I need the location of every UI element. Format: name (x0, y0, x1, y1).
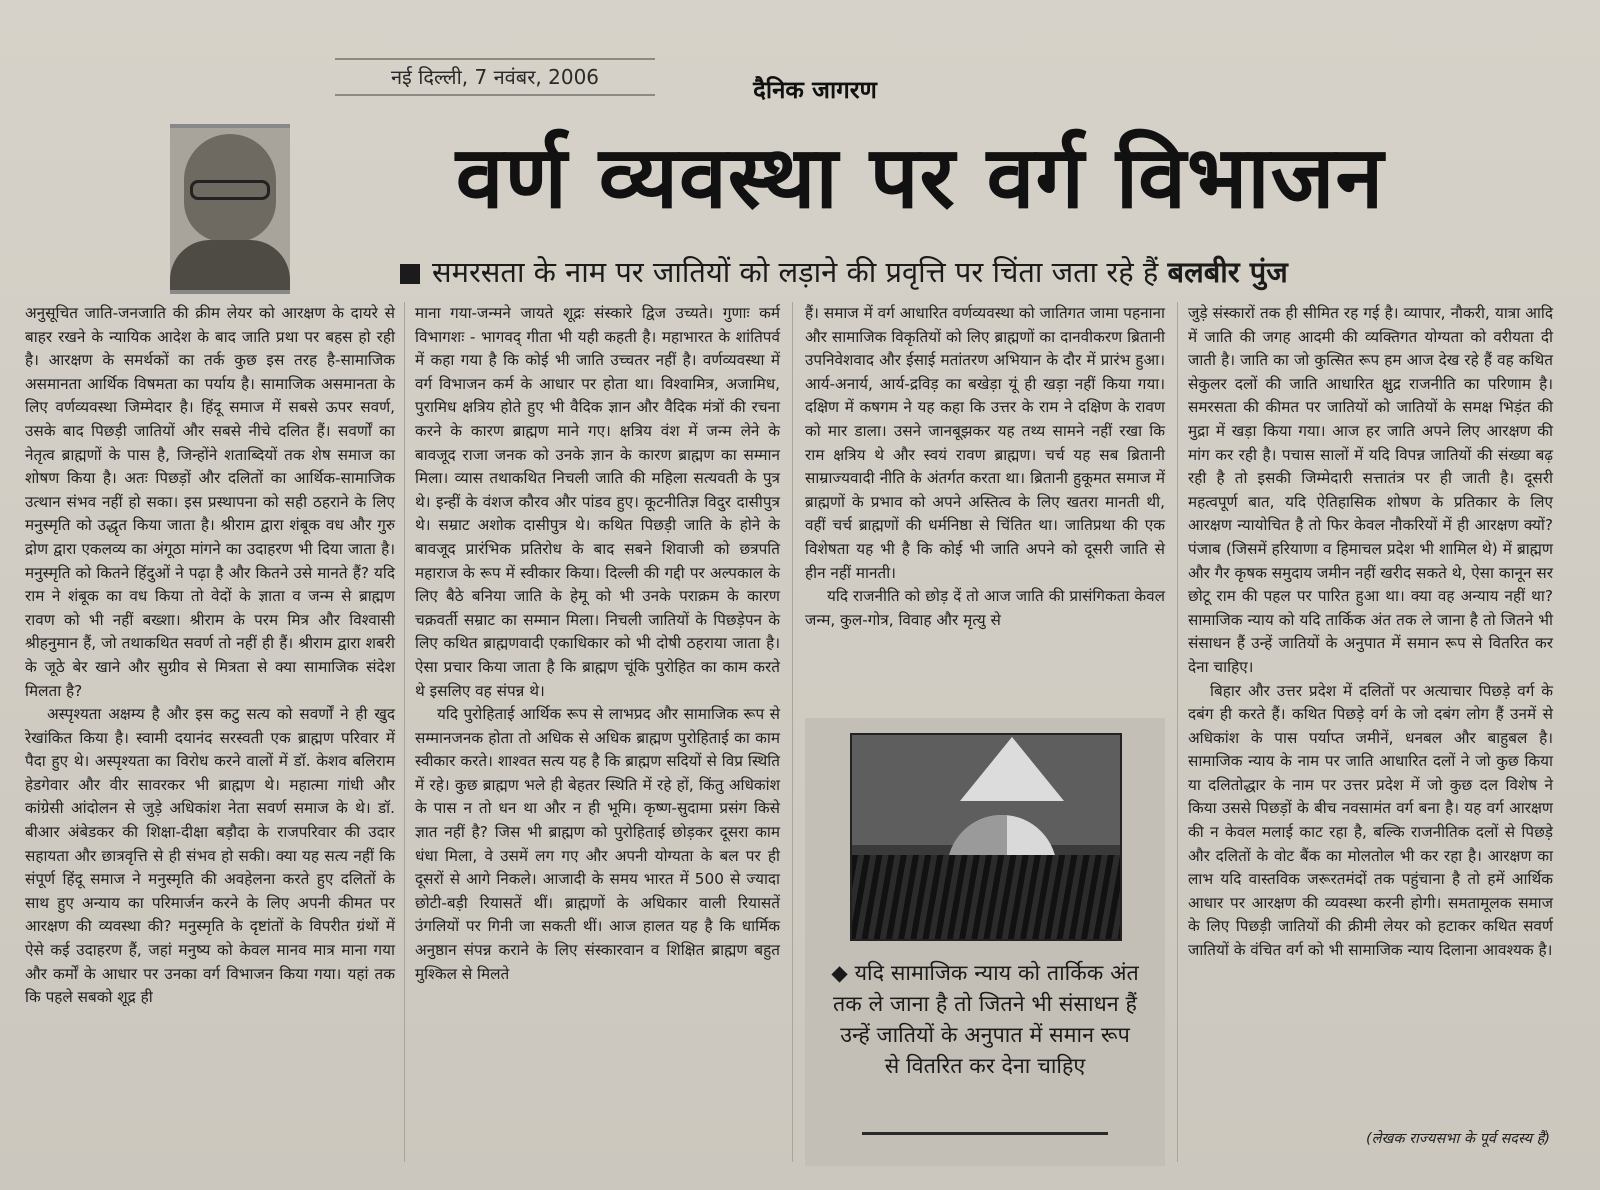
article-column-1 (25, 302, 395, 1162)
dateline: नई दिल्ली, 7 नवंबर, 2006 (335, 58, 655, 96)
paragraph: माना गया-जन्मने जायते शूद्रः संस्कारे द्विज उच्यते। गुणाः कर्म विभागशः - भागवद् गीता भी यही कहती है। महाभारत के शांतिपर्व में कहा गया है कि कोई भी जाति उच्चतर नहीं है। वर्णव्यवस्था में वर्ग विभाजन कर्म के आधार पर होता था। विश्वामित्र, अजामिध, पुरामिध क्षत्रिय होते हुए भी वैदिक ज्ञान और वैदिक मंत्रों की रचना करने के कारण ब्राह्मण माने गए। क्षत्रिय वंश में जन्म लेने के बावजूद राजा जनक को उनके ज्ञान के कारण ब्राह्मण का सम्मान मिला। व्यास तथाकथित निचली जाति की महिला सत्यवती के पुत्र थे। इन्हीं के वंशज कौरव और पांडव हुए। कूटनीतिज्ञ विदुर दासीपुत्र थे। सम्राट अशोक दासीपुत्र थे। कथित पिछड़ी जाति के होने के बावजूद प्रारंभिक प्रतिरोध के बाद सबने शिवाजी को छत्रपति महाराज के रूप में स्वीकार किया। दिल्ली की गद्दी पर अल्पकाल के लिए बैठे बनिया जाति के हेमू को भी उनके पराक्रम के कारण चक्रवर्ती सम्राट का सम्मान मिला। निचली जातियों के पिछड़ेपन के लिए कथित ब्राह्मणवादी एकाधिकार को भी दोषी ठहराया जाता है। ऐसा प्रचार किया जाता है कि ब्राह्मण चूंकि पुरोहित का काम करते थे इसलिए वह संपन्न थे। (415, 304, 780, 700)
author-name: बलबीर पुंज (1167, 255, 1288, 289)
illustration-triangle (960, 737, 1064, 801)
paragraph: जुड़े संस्कारों तक ही सीमित रह गई है। व्यापार, नौकरी, यात्रा आदि में जाति की जगह आदमी की व्यक्तिगत योग्यता को वरीयता दी जाती है। जाति का जो कुत्सित रूप हम आज देख रहे हैं वह कथित सेकुलर दलों की जाति आधारित क्षुद्र राजनीति का परिणाम है। समरसता की कीमत पर जातियों को जातियों के समक्ष भिड़ंत की मुद्रा में खड़ा किया गया। आज हर जाति अपने लिए आरक्षण की मांग कर रही है। पचास सालों में यदि विपन्न जातियों की संख्या बढ़ रही है तो इसकी जिम्मेदारी सत्तातंत्र पर ही जाती है। दूसरी महत्वपूर्ण बात, यदि ऐतिहासिक शोषण के प्रतिकार के लिए आरक्षण न्यायोचित है तो फिर केवल नौकरियों में ही आरक्षण क्यों? पंजाब (जिसमें हरियाणा व हिमाचल प्रदेश भी शामिल थे) में ब्राह्मण और गैर कृषक समुदाय जमीन नहीं खरीद सकते थे, ऐसा कानून सर छोटू राम की पहल पर पारित हुआ था। क्या वह अन्याय नहीं था? सामाजिक न्याय को यदि तार्किक अंत तक ले जाना है तो जितने भी संसाधन हैं उन्हें जातियों के अनुपात में समान रूप से वितरित कर देना चाहिए। (1188, 304, 1553, 676)
illustration-hands (852, 855, 1122, 941)
article-illustration (850, 733, 1122, 941)
author-photo-glasses (190, 180, 270, 200)
column-divider (1177, 302, 1178, 1162)
subheadline-text: समरसता के नाम पर जातियों को लड़ाने की प्रवृत्ति पर चिंता जता रहे हैं (432, 255, 1159, 289)
article-column-4 (1188, 302, 1553, 1162)
paragraph: यदि राजनीति को छोड़ दें तो आज जाति की प्रासंगिकता केवल जन्म, कुल-गोत्र, विवाह और मृत्यु से (805, 587, 1165, 629)
pull-quote-rule (862, 1132, 1108, 1135)
newspaper-name: दैनिक जागरण (753, 76, 877, 104)
pull-quote: ◆ यदि सामाजिक न्याय को तार्किक अंत तक ले जाना है तो जितने भी संसाधन हैं उन्हें जातियों के अनुपात में समान रूप से वितरित कर देना चाहिए (831, 961, 1139, 1079)
author-note: (लेखक राज्यसभा के पूर्व सदस्य हैं) (1365, 1131, 1550, 1147)
paragraph: अस्पृश्यता अक्षम्य है और इस कटु सत्य को सवर्णों ने ही खुद रेखांकित किया है। स्वामी दयानंद सरस्वती एक ब्राह्मण परिवार में पैदा हुए थे। अस्पृश्यता का विरोध करने वालों में डॉ. केशव बलिराम हेडगेवार और वीर सावरकर भी ब्राह्मण थे। महात्मा गांधी और कांग्रेसी आंदोलन से जुड़े अधिकांश नेता सवर्ण समाज के थे। डॉ. बीआर अंबेडकर की शिक्षा-दीक्षा बड़ौदा के राजपरिवार की उदार सहायता और छात्रवृत्ति से ही संभव हो सकी। क्या यह सत्य नहीं कि संपूर्ण हिंदू समाज ने मनुस्मृति की अवहेलना करते हुए दलितों के साथ हुए अन्याय का परिमार्जन करने के लिए अपनी कीमत पर आरक्षण की व्यवस्था की? मनुस्मृति के दृष्टांतों के विपरीत ग्रंथों में ऐसे कई उदाहरण हैं, जहां मनुष्य को केवल मानव मात्र माना गया और कर्मों के आधार पर उनका वर्ग विभाजन किया गया। यहां तक कि पहले सबको शूद्र ही (25, 705, 395, 1007)
paragraph: बिहार और उत्तर प्रदेश में दलितों पर अत्याचार पिछड़े वर्ग के दबंग ही करते हैं। कथित पिछड़े वर्ग के जो दबंग लोग हैं उनमें से अधिकांश के पास पर्याप्त जमीनें, धनबल और बाहुबल है। सामाजिक न्याय के नाम पर जाति आधारित दलों ने जो कुछ किया या दलितोद्धार के नाम पर उत्तर प्रदेश में जो कुछ दल विशेष ने किया उससे पिछड़ों के बीच नवसामंत वर्ग बना है। यह वर्ग आरक्षण की न केवल मलाई काट रहा है, बल्कि राजनीतिक दलों से पिछड़े और दलितों के वोट बैंक का मोलतोल भी कर रहा है। आरक्षण का लाभ यदि वास्तविक जरूरतमंदों तक पहुंचाना है तो हमें आर्थिक आधार पर आरक्षण की व्यवस्था करनी होगी। समतामूलक समाज के लिए पिछड़ी जातियों की क्रीमी लेयर को हटाकर कथित सवर्ण जातियों के वंचित वर्ग को भी सामाजिक न्याय दिलाना आवश्यक है। (1188, 681, 1553, 960)
square-bullet-icon (400, 264, 420, 284)
subheadline (400, 250, 1520, 294)
article-column-2 (415, 302, 780, 1162)
column-divider (792, 302, 793, 1162)
author-photo (170, 124, 290, 294)
column-divider (404, 302, 405, 1162)
paragraph: यदि पुरोहिताई आर्थिक रूप से लाभप्रद और सामाजिक रूप से सम्मानजनक होता तो अधिक से अधिक ब्राह्मण पुरोहिताई का काम स्वीकार करते। शाश्वत सत्य यह है कि ब्राह्मण सदियों से विप्र स्थिति में रहे। कुछ ब्राह्मण भले ही बेहतर स्थिति में रहे हों, किंतु अधिकांश के पास न तो धन था और न ही भूमि। कृष्ण-सुदामा प्रसंग किसे ज्ञात नहीं है? जिस भी ब्राह्मण को पुरोहिताई छोड़कर दूसरा काम धंधा मिला, वे उसमें लग गए और अपनी योग्यता के बल पर ही दूसरों से आगे निकले। आजादी के समय भारत में 500 से ज्यादा छोटी-बड़ी रियासतें थीं। ब्राह्मणों के अधिकार वाली रियासतें उंगलियों पर गिनी जा सकती थीं। आज हालत यह है कि धार्मिक अनुष्ठान संपन्न कराने के लिए संस्कारवान व शिक्षित ब्राह्मण बहुत मुश्किल से मिलते (415, 705, 780, 983)
article-column-3 (805, 302, 1165, 692)
headline: वर्ण व्यवस्था पर वर्ग विभाजन (455, 128, 1385, 228)
paragraph: अनुसूचित जाति-जनजाति की क्रीम लेयर को आरक्षण के दायरे से बाहर रखने के न्यायिक आदेश के बाद जाति प्रथा पर बहस हो रही है। आरक्षण के समर्थकों का तर्क कुछ इस तरह है-सामाजिक असमानता आर्थिक विषमता का पर्याय है। सामाजिक असमानता के लिए वर्णव्यवस्था जिम्मेदार है। हिंदू समाज में सबसे ऊपर सवर्ण, उसके बाद पिछड़ी जातियों और सबसे नीचे दलित हैं। सवर्णों का नेतृत्व ब्राह्मणों के पास है, जिन्होंने शताब्दियों तक शेष समाज का शोषण किया है। अतः पिछड़ों और दलितों का आर्थिक-सामाजिक उत्थान संभव नहीं हो सका। इस प्रस्थापना को सही ठहराने के लिए मनुस्मृति को उद्धृत किया जाता है। श्रीराम द्वारा शंबूक वध और गुरु द्रोण द्वारा एकलव्य का अंगूठा मांगने का उदाहरण भी दिया जाता है। मनुस्मृति को कितने हिंदुओं ने पढ़ा है और कितने उसे मानते हैं? यदि राम ने शंबूक का वध किया तो वेदों के ज्ञाता व जन्म से ब्राह्मण रावण को भी नहीं बख्शा। श्रीराम के परम मित्र और विश्वासी श्रीहनुमान हैं, जो तथाकथित सवर्ण तो नहीं ही हैं। श्रीराम द्वारा शबरी के जूठे बेर खाने और सुग्रीव से मित्रता से क्या सामाजिक संदेश मिलता है? (25, 304, 395, 700)
author-photo-shoulders (170, 240, 290, 294)
paragraph: हैं। समाज में वर्ग आधारित वर्णव्यवस्था को जातिगत जामा पहनाना और सामाजिक विकृतियों को लिए ब्राह्मणों का दानवीकरण ब्रितानी उपनिवेशवाद और ईसाई मतांतरण अभियान के दौर में प्रारंभ हुआ। आर्य-अनार्य, आर्य-द्रविड़ का बखेड़ा यूं ही खड़ा नहीं किया गया। दक्षिण में कषगम ने यह कहा कि उत्तर के राम ने दक्षिण के रावण को मार डाला। उसने जानबूझकर यह तथ्य सामने नहीं रखा कि राम क्षत्रिय थे और स्वयं रावण ब्राह्मण। चर्च यह सब ब्रितानी साम्राज्यवादी नीति के अंतर्गत करता था। ब्रितानी हुकूमत समाज में ब्राह्मणों के प्रभाव को अपने अस्तित्व के लिए खतरा मानती थी, वहीं चर्च ब्राह्मणों की धर्मनिष्ठा से चिंतित था। जातिप्रथा की एक विशेषता यह भी है कि कोई भी जाति अपने को दूसरी जाति से हीन नहीं मानती। (805, 304, 1165, 582)
